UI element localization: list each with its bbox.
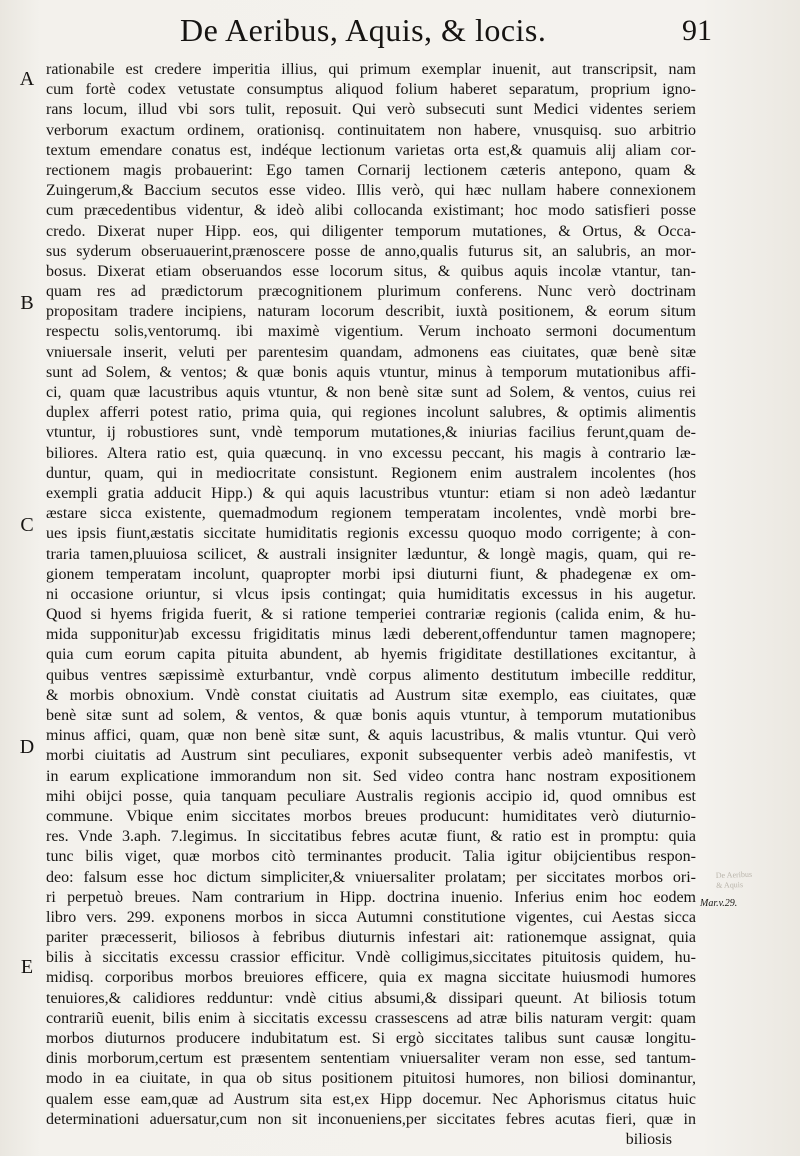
text-line: vniuersale inserit, veluti per parentesim quandam, admonens eas ciuitates, quæ benè sitæ xyxy=(46,343,696,361)
text-line: pariter præcesserit, biliosos à febribus diuturnis infestari ait: rationemque assignat, quia xyxy=(46,929,696,947)
text-line: modo in ea ciuitate, in qua ob situs positionem pituitosi humores, non biliosi dominantur, xyxy=(46,1070,696,1088)
text-line: ci, quam quæ lacustribus aquis vtuntur, & non benè sitæ sunt ad Solem, & ventos, cuius rei xyxy=(46,384,696,401)
text-line: biliores. Altera ratio est, quia quæcunq. in vno excessu peccant, his magis à contrario læ- xyxy=(46,444,696,462)
text-line: rans locum, illud vbi sors tulit, reposuit. Qui verò subsecuti sunt Medici videntes seriem xyxy=(46,101,696,119)
text-line: rectionem magis probauerint: Ego tamen Cornarij lectionem cæteris antepono, quam & xyxy=(46,161,696,179)
text-line: mihi obijci posse, quia tanquam peculiare Australis regionis accipio id, quod omnibus est xyxy=(46,787,696,805)
text-line: traria tamen,pluuiosa scilicet, & australi insigniter læduntur, & longè magis, quam, qui re- xyxy=(46,545,696,563)
text-line: duplex afferri potest ratio, prima quia, qui regiones incolunt salubres, & optimis alimentis xyxy=(46,404,696,422)
text-line: quam res ad prædictorum præcognitionem plurimum conferens. Nunc verò doctrinam xyxy=(46,283,696,301)
text-line: ni occasione oriuntur, si vlcus ipsis contingat; quia humiditatis excessus in his augetur. xyxy=(46,585,696,603)
text-line: determinationi aduersatur,cum non sit inconueniens,per siccitates febres acutas fieri, quæ in xyxy=(46,1110,696,1128)
margin-letter-e: E xyxy=(20,956,34,978)
text-line: textum emendare conatus est, indéque lectionum varietas orta est,& quamuis alij aliam cor- xyxy=(46,141,696,159)
body-text xyxy=(46,60,696,1150)
margin-letter-d: D xyxy=(19,736,35,758)
text-line: tunc bilis viget, quæ morbos citò terminantes producit. Talia igitur obijcientibus respon- xyxy=(46,848,696,866)
text-line: verborum exactum ordinem, orationisq. continuitatem non habere, vnusquisq. suo arbitrio xyxy=(46,121,696,139)
text-line: tenuiores,& calidiores redduntur: vndè citius absumi,& dissipari queunt. At biliosis totum xyxy=(46,989,696,1007)
text-line: contrariũ euenit, bilis enim à siccitatis excessu crassescens ad atræ bilis naturam vergit: quam xyxy=(46,1009,696,1027)
text-line: deo: falsum esse hoc dictum simpliciter,& vniuersaliter prolatam; per siccitates morbos ori- xyxy=(46,868,696,886)
text-line: ues ipsis fiunt,æstatis siccitate humiditatis regionis excessu quoquo modo corrigente; à con- xyxy=(46,525,696,543)
text-line: cum fortè codex vetustate consumptus aliquod folium haberet separatum, proprium igno- xyxy=(46,81,696,99)
text-line: minus affici, quam, quæ non benè sitæ sunt, & aquis lacustribus, & malis vtuntur. Qui verò xyxy=(46,727,696,745)
text-line: mida supponitur)ab excessu frigiditatis minus lædi deberent,offenduntur tamen magnopere; xyxy=(46,626,696,644)
text-line: sus syderum obseruauerint,prænoscere posse de anno,qualis futurus sit, an salubris, an mor- xyxy=(46,242,696,260)
text-line: quia cum eorum capita pituita abundent, ab hyemis frigiditate destillationes excitantur, à xyxy=(46,646,696,664)
text-line: commune. Vbique enim siccitates morbos breues producunt: humiditates verò diuturnio- xyxy=(46,807,696,825)
text-line: credo. Dixerat nuper Hipp. eos, qui diligenter temporum mutationes, & Ortus, & Occa- xyxy=(46,222,696,240)
text-line: ri perpetuò breues. Nam contrarium in Hipp. doctrina inuenio. Inferius enim hoc eodem xyxy=(46,888,696,906)
text-line: morbos diuturnos producere indubitatum est. Si ergò siccitates talibus sunt causæ longitu- xyxy=(46,1030,696,1047)
margin-letter-c: C xyxy=(20,514,34,536)
text-line: Zuingerum,& Baccium secutos esse video. Illis verò, qui hæc nullam habere connexionem xyxy=(46,182,696,200)
text-line: bosus. Dixerat etiam obseruandos esse locorum situs, & quibus aquis incolæ vtantur, tan- xyxy=(46,262,696,280)
text-line: in earum explicatione immorandum non sit. Sed video contra hanc nostram expositionem xyxy=(46,767,696,785)
margin-letter-b: B xyxy=(20,292,34,314)
text-line: vtuntur, ij robustiores sunt, vndè temporum mutationes,& iniurias facilius ferunt,quam de- xyxy=(46,424,696,442)
text-line: qualem esse eam,quæ ad Austrum sita est,ex Hipp docemur. Nec Aphorismus citatus huic xyxy=(46,1090,696,1108)
text-line: libro vers. 299. exponens morbos in sicca Autumni constitutione vigentes, cui Aestas sicca xyxy=(46,908,696,926)
text-line: propositam tradere incipiens, naturam locorum describit, iuxtà positionem, & eorum situm xyxy=(46,303,696,321)
text-line: duntur, quam, qui in mediocritate consistunt. Regionem enim australem incolentes (hos xyxy=(46,464,696,482)
bleed-through-text: De Aeribus & Aquis xyxy=(715,869,753,891)
text-line: cum præcedentibus videntur, & ideò alibi collocanda existimant; hoc modo satisfieri posse xyxy=(46,202,696,220)
text-line: & morbis obnoxium. Vndè constat ciuitatis ad Austrum sitæ exemplo, eas ciuitates, quæ xyxy=(46,686,696,704)
margin-letter-a: A xyxy=(19,68,35,90)
text-line: bilis à siccitatis excessu crassior efficitur. Vndè colligimus,siccitates pituitosis quidem, hu- xyxy=(46,949,696,967)
text-line: gionem temperatam incolunt, quapropter morbi ipsi diuturni fiunt, & phadegenæ ex om- xyxy=(46,565,696,583)
text-line: benè sitæ sunt ad solem, & ventos, & quæ bonis aquis vtuntur, à temporum mutationibus xyxy=(46,707,696,724)
text-line: exempli gratia adducit Hipp.) & qui aquis lacustribus vtuntur: etiam si non adeò lædantur xyxy=(46,484,696,502)
text-line: sunt ad Solem, & ventos; & quæ bonis aquis vtuntur, minus à temporum mutationibus affi- xyxy=(46,363,696,381)
text-line: æstare sicca existente, quemadmodum regionem temperatam incolentes, vndè morbi bre- xyxy=(46,505,696,523)
text-line: morbi ciuitatis ad Austrum sint peculiares, exponit subsequenter verbis adeò manifestis, vt xyxy=(46,747,696,765)
text-line: res. Vnde 3.aph. 7.legimus. In siccitatibus febres acutæ fiunt, & ratio est in promptu: quia xyxy=(46,828,696,846)
margin-note: Mar.v.29. xyxy=(700,898,738,909)
text-line: Quod si hyems frigida fuerit, & si ratione temperiei contrariæ regionis (calida enim, & hu- xyxy=(46,606,696,624)
running-title: De Aeribus, Aquis, & locis. xyxy=(180,12,547,48)
text-line: dinis morborum,certum est præsentem sententiam vniuersaliter veram non esse, sed tantum- xyxy=(46,1050,696,1068)
catchword: biliosis xyxy=(625,1130,672,1148)
text-line: quibus ventres sæpissimè exturbantur, vndè corpus alimento destitutum imbecille redditur, xyxy=(46,666,696,684)
text-line: rationabile est credere imperitia illius, qui primum exemplar inuenit, aut transcripsit, nam xyxy=(46,61,696,78)
page-number: 91 xyxy=(682,14,712,47)
text-line: respectu solis,ventorumq. ibi maximè vigentium. Verum inchoato sermoni documentum xyxy=(46,323,696,341)
text-line: midisq. corporibus morbos breuiores efficere, quia ex magna siccitate huiusmodi humores xyxy=(46,969,696,987)
